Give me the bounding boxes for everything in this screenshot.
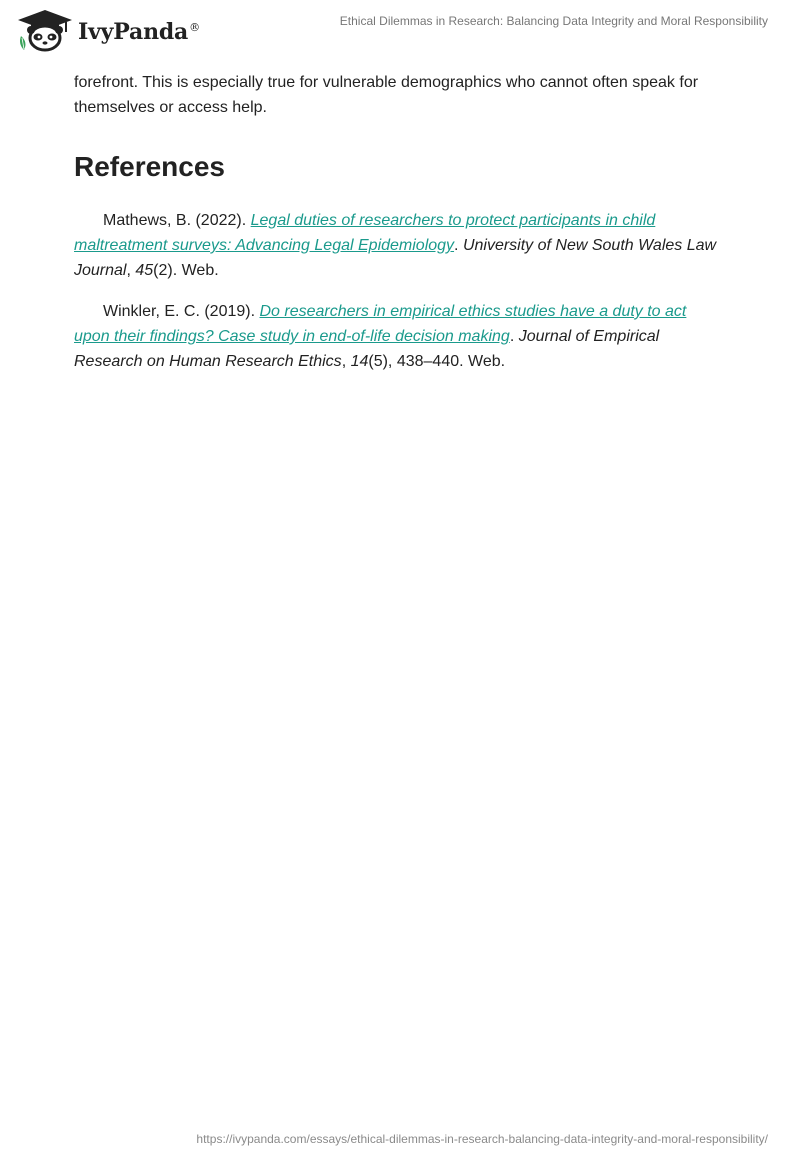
references-heading: References — [74, 151, 225, 182]
reference-link-mathews[interactable]: Legal duties of researchers to protect participants in child maltreatment surveys: Advancing Legal Epidemiology — [74, 212, 656, 254]
footer-url[interactable]: https://ivypanda.com/essays/ethical-dilemmas-in-research-balancing-data-integrity-and-moral-responsibility/ — [196, 1132, 768, 1146]
document-body — [74, 70, 724, 390]
page-header — [0, 0, 800, 60]
reference-item-mathews: Mathews, B. (2022). Legal duties of researchers to protect participants in child maltreatment surveys: Advancing Legal Epidemiology. University of New South Wales Law Journal, 45(2). Web. — [74, 212, 717, 279]
panda-graduate-icon — [16, 8, 74, 52]
document-title: Ethical Dilemmas in Research: Balancing Data Integrity and Moral Responsibility — [339, 14, 768, 28]
reference-link-winkler[interactable]: Do researchers in empirical ethics studies have a duty to act upon their findings? Case study in end-of-life decision making — [74, 303, 687, 345]
ivypanda-logo[interactable] — [16, 8, 200, 52]
brand-name: IvyPanda® — [78, 19, 200, 45]
intro-paragraph: forefront. This is especially true for vulnerable demographics who cannot often speak for themselves or access help. — [74, 74, 699, 116]
reference-item-winkler: Winkler, E. C. (2019). Do researchers in empirical ethics studies have a duty to act upon their findings? Case study in end-of-life decision making. Journal of Empirical Research on Human Research Ethics, 14(5), 438–440. Web. — [74, 303, 687, 370]
